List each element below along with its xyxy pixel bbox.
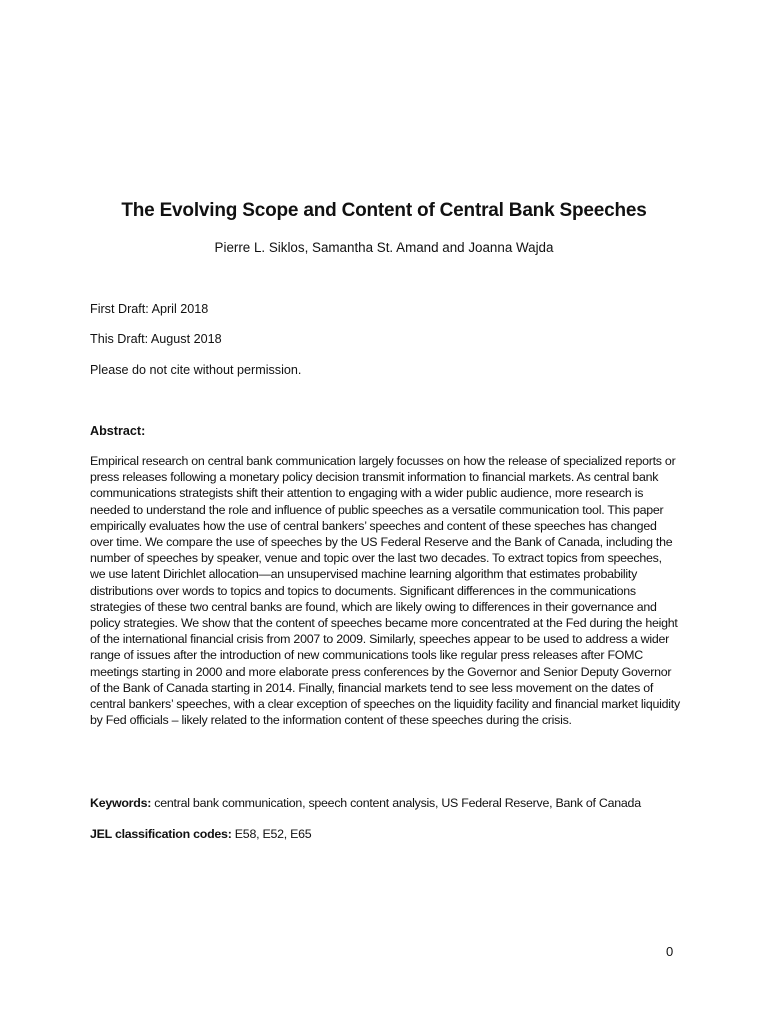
abstract-heading: Abstract: [90,424,146,438]
page-number: 0 [666,944,674,959]
paper-authors: Pierre L. Siklos, Samantha St. Amand and Joanna Wajda [214,240,554,255]
citation-note: Please do not cite without permission. [90,363,302,377]
jel-value: E58, E52, E65 [231,827,312,841]
jel-label: JEL classification codes: [90,827,232,841]
this-draft-date: This Draft: August 2018 [90,332,222,346]
keywords-label: Keywords: [90,796,152,810]
keywords-value: central bank communication, speech content analysis, US Federal Reserve, Bank of Canada [151,796,641,810]
paper-title: The Evolving Scope and Content of Central Bank Speeches [121,200,647,221]
jel-codes-line [90,827,690,841]
first-draft-date: First Draft: April 2018 [90,302,209,316]
abstract-body: Empirical research on central bank communication largely focusses on how the release of specialized reports or press releases following a monetary policy decision transmit information to financial markets. As central bank communications strategists shift their attention to engaging with a wider public audience, more research is needed to understand the role and influence of public speeches as a versatile communication tool. This paper empirically evaluates how the use of central bankers’ speeches and content of these speeches has changed over time. We compare the use of speeches by the US Federal Reserve and the Bank of Canada, including the number of speeches by speaker, venue and topic over the last two decades. To extract topics from speeches, we use latent Dirichlet allocation—an unsupervised machine learning algorithm that estimates probability distributions over words to topics and topics to documents. Significant differences in the communications strategies of these two central banks are found, which are likely owing to differences in their governance and policy strategies. We show that the content of speeches became more concentrated at the Fed during the height of the international financial crisis from 2007 to 2009. Similarly, speeches appear to be used to address a wider range of issues after the introduction of new communications tools like regular press releases after FOMC meetings starting in 2000 and more elaborate press conferences by the Governor and Senior Deputy Governor of the Bank of Canada starting in 2014. Finally, financial markets tend to see less movement on the dates of central bankers’ speeches, with a clear exception of speeches on the liquidity facility and financial market liquidity by Fed officials – likely related to the information content of these speeches during the crisis. [90,454,680,728]
keywords-line [90,796,690,810]
